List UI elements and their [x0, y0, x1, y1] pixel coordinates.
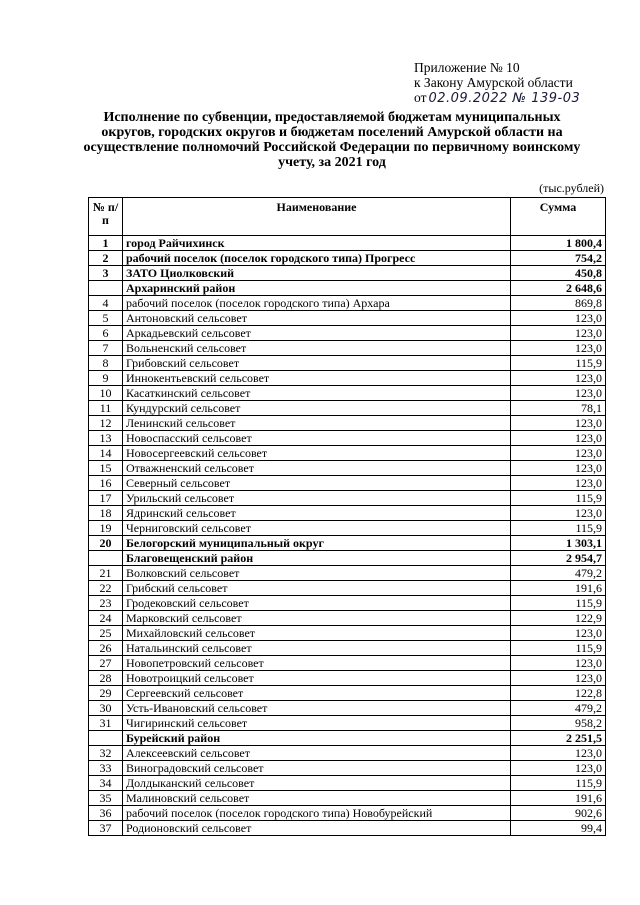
header-number: № п/п	[89, 198, 123, 236]
row-name: Марковский сельсовет	[123, 611, 511, 626]
row-name: рабочий поселок (поселок городского типа) Архара	[123, 296, 511, 311]
appendix-date-prefix: от	[414, 90, 427, 105]
row-number: 6	[89, 326, 123, 341]
row-sum: 115,9	[511, 356, 606, 371]
row-sum: 958,2	[511, 716, 606, 731]
row-number: 8	[89, 356, 123, 371]
table-row	[89, 626, 606, 641]
table-row	[89, 551, 606, 566]
row-name: Долдыканский сельсовет	[123, 776, 511, 791]
table-row	[89, 671, 606, 686]
table-row	[89, 326, 606, 341]
row-name: Архаринский район	[123, 281, 511, 296]
row-sum: 122,8	[511, 686, 606, 701]
row-number: 1	[89, 236, 123, 251]
table-row	[89, 266, 606, 281]
row-name: Малиновский сельсовет	[123, 791, 511, 806]
row-sum: 479,2	[511, 701, 606, 716]
appendix-law-reference: к Закону Амурской области	[414, 75, 573, 90]
row-name: Антоновский сельсовет	[123, 311, 511, 326]
row-number: 31	[89, 716, 123, 731]
row-sum: 123,0	[511, 746, 606, 761]
row-number: 3	[89, 266, 123, 281]
row-name: Новопетровский сельсовет	[123, 656, 511, 671]
handwritten-date-number: 02.09.2022 № 139-03	[428, 91, 581, 106]
row-number: 23	[89, 596, 123, 611]
row-sum: 1 303,1	[511, 536, 606, 551]
row-name: Новоспасский сельсовет	[123, 431, 511, 446]
table-row	[89, 296, 606, 311]
row-sum: 479,2	[511, 566, 606, 581]
row-number: 11	[89, 401, 123, 416]
row-number: 13	[89, 431, 123, 446]
row-number: 14	[89, 446, 123, 461]
table-row	[89, 761, 606, 776]
table-row	[89, 506, 606, 521]
table-row	[89, 236, 606, 251]
row-number: 18	[89, 506, 123, 521]
row-number: 9	[89, 371, 123, 386]
row-sum: 123,0	[511, 506, 606, 521]
table-row	[89, 461, 606, 476]
row-number: 10	[89, 386, 123, 401]
row-sum: 123,0	[511, 416, 606, 431]
table-row	[89, 611, 606, 626]
appendix-date-line	[414, 90, 580, 106]
table-row	[89, 431, 606, 446]
row-name: Бурейский район	[123, 731, 511, 746]
table-row	[89, 251, 606, 266]
row-sum: 115,9	[511, 521, 606, 536]
row-number: 37	[89, 821, 123, 836]
row-name: Урильский сельсовет	[123, 491, 511, 506]
row-number: 17	[89, 491, 123, 506]
table-row	[89, 791, 606, 806]
row-sum: 78,1	[511, 401, 606, 416]
row-name: Михайловский сельсовет	[123, 626, 511, 641]
row-sum: 123,0	[511, 461, 606, 476]
row-sum: 123,0	[511, 386, 606, 401]
row-name: Ленинский сельсовет	[123, 416, 511, 431]
row-sum: 115,9	[511, 776, 606, 791]
row-number: 33	[89, 761, 123, 776]
row-name: Усть-Ивановский сельсовет	[123, 701, 511, 716]
row-sum: 115,9	[511, 491, 606, 506]
row-number: 34	[89, 776, 123, 791]
table-row	[89, 731, 606, 746]
table-row	[89, 311, 606, 326]
row-name: Натальинский сельсовет	[123, 641, 511, 656]
row-sum: 123,0	[511, 311, 606, 326]
row-number	[89, 281, 123, 296]
row-name: Грибский сельсовет	[123, 581, 511, 596]
row-name: Белогорский муниципальный округ	[123, 536, 511, 551]
appendix-block	[414, 60, 580, 106]
row-sum: 123,0	[511, 371, 606, 386]
header-sum: Сумма	[511, 198, 606, 236]
row-name: Аркадьевский сельсовет	[123, 326, 511, 341]
header-name: Наименование	[123, 198, 511, 236]
row-name: Чигиринский сельсовет	[123, 716, 511, 731]
table-row	[89, 596, 606, 611]
table-row	[89, 641, 606, 656]
row-sum: 115,9	[511, 596, 606, 611]
row-name: Родионовский сельсовет	[123, 821, 511, 836]
table-row	[89, 371, 606, 386]
row-sum: 2 648,6	[511, 281, 606, 296]
row-sum: 123,0	[511, 431, 606, 446]
row-sum: 123,0	[511, 326, 606, 341]
table-row	[89, 821, 606, 836]
table-row	[89, 401, 606, 416]
row-number: 24	[89, 611, 123, 626]
table-row	[89, 776, 606, 791]
table-row	[89, 356, 606, 371]
row-name: Касаткинский сельсовет	[123, 386, 511, 401]
row-number: 32	[89, 746, 123, 761]
row-number: 29	[89, 686, 123, 701]
row-name: Черниговский сельсовет	[123, 521, 511, 536]
row-name: Гродековский сельсовет	[123, 596, 511, 611]
table-row	[89, 536, 606, 551]
row-number: 21	[89, 566, 123, 581]
row-name: Вольненский сельсовет	[123, 341, 511, 356]
unit-label: (тыс.рублей)	[539, 181, 604, 195]
row-sum: 450,8	[511, 266, 606, 281]
table-row	[89, 566, 606, 581]
row-name: Отважненский сельсовет	[123, 461, 511, 476]
row-name: Северный сельсовет	[123, 476, 511, 491]
table-row	[89, 701, 606, 716]
row-sum: 1 800,4	[511, 236, 606, 251]
row-sum: 123,0	[511, 626, 606, 641]
row-name: Новосергеевский сельсовет	[123, 446, 511, 461]
row-name: Благовещенский район	[123, 551, 511, 566]
table-row	[89, 476, 606, 491]
table-row	[89, 716, 606, 731]
row-number: 5	[89, 311, 123, 326]
table-row	[89, 416, 606, 431]
row-name: Волковский сельсовет	[123, 566, 511, 581]
row-sum: 191,6	[511, 581, 606, 596]
row-name: Виноградовский сельсовет	[123, 761, 511, 776]
row-number: 7	[89, 341, 123, 356]
row-number: 2	[89, 251, 123, 266]
table-row	[89, 521, 606, 536]
row-sum: 123,0	[511, 341, 606, 356]
row-number: 12	[89, 416, 123, 431]
row-number: 4	[89, 296, 123, 311]
table-row	[89, 581, 606, 596]
row-number: 30	[89, 701, 123, 716]
table-row	[89, 491, 606, 506]
row-name: рабочий поселок (поселок городского типа) Прогресс	[123, 251, 511, 266]
row-name: Иннокентьевский сельсовет	[123, 371, 511, 386]
row-number: 20	[89, 536, 123, 551]
subvention-table	[88, 197, 606, 836]
row-name: ЗАТО Циолковский	[123, 266, 511, 281]
row-name: Сергеевский сельсовет	[123, 686, 511, 701]
row-sum: 2 251,5	[511, 731, 606, 746]
row-number: 19	[89, 521, 123, 536]
appendix-number: Приложение № 10	[414, 60, 520, 75]
row-sum: 2 954,7	[511, 551, 606, 566]
row-sum: 123,0	[511, 656, 606, 671]
row-sum: 99,4	[511, 821, 606, 836]
table-row	[89, 656, 606, 671]
row-name: Алексеевский сельсовет	[123, 746, 511, 761]
row-number: 36	[89, 806, 123, 821]
row-sum: 123,0	[511, 671, 606, 686]
row-sum: 123,0	[511, 476, 606, 491]
table-header-row	[89, 198, 606, 236]
row-sum: 869,8	[511, 296, 606, 311]
row-name: Грибовский сельсовет	[123, 356, 511, 371]
table-row	[89, 806, 606, 821]
row-sum: 191,6	[511, 791, 606, 806]
table-row	[89, 446, 606, 461]
table-row	[89, 686, 606, 701]
table-row	[89, 386, 606, 401]
row-number: 27	[89, 656, 123, 671]
row-number: 22	[89, 581, 123, 596]
row-sum: 754,2	[511, 251, 606, 266]
row-number	[89, 551, 123, 566]
row-number: 35	[89, 791, 123, 806]
row-number: 26	[89, 641, 123, 656]
row-number	[89, 731, 123, 746]
table-row	[89, 341, 606, 356]
row-sum: 902,6	[511, 806, 606, 821]
row-number: 25	[89, 626, 123, 641]
row-sum: 123,0	[511, 446, 606, 461]
table-row	[89, 281, 606, 296]
row-sum: 122,9	[511, 611, 606, 626]
table-row	[89, 746, 606, 761]
row-name: город Райчихинск	[123, 236, 511, 251]
table-body	[89, 236, 606, 836]
row-name: Новотроицкий сельсовет	[123, 671, 511, 686]
row-name: Кундурский сельсовет	[123, 401, 511, 416]
row-number: 28	[89, 671, 123, 686]
row-number: 16	[89, 476, 123, 491]
document-title: Исполнение по субвенции, предоставляемой бюджетам муниципальных округов, городских округов и бюджетам поселений Амурской области на осуществление полномочий Российской Федерации по первичному воинскому учету, за 2021 год	[83, 110, 581, 170]
row-name: рабочий поселок (поселок городского типа) Новобурейский	[123, 806, 511, 821]
row-name: Ядринский сельсовет	[123, 506, 511, 521]
row-sum: 115,9	[511, 641, 606, 656]
row-number: 15	[89, 461, 123, 476]
row-sum: 123,0	[511, 761, 606, 776]
